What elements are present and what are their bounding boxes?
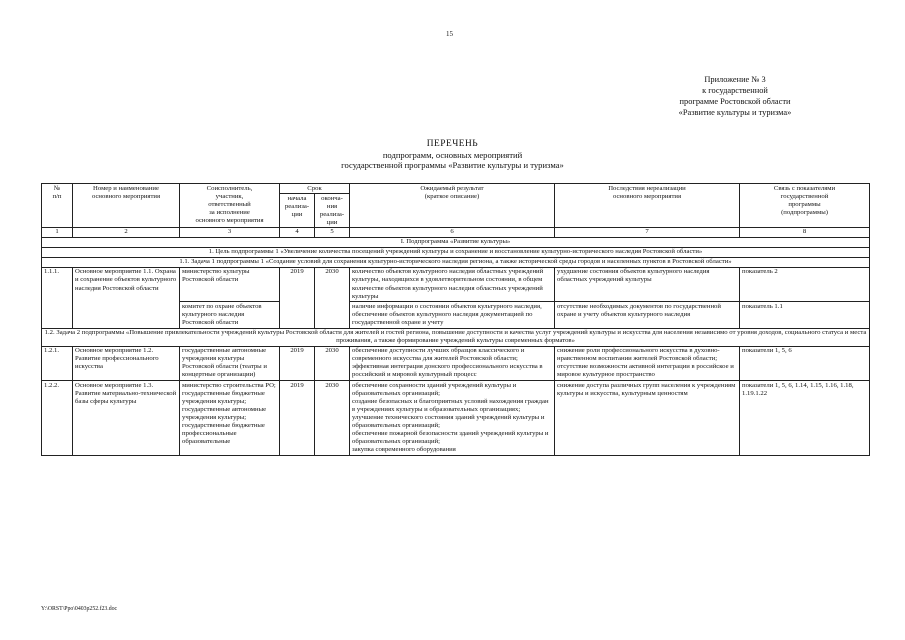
indicator-link: показатель 2 (740, 267, 870, 301)
measures-table (41, 183, 870, 456)
header-name: Номер и наименование основного мероприятия (73, 184, 180, 228)
executor: министерство культуры Ростовской области (180, 267, 280, 301)
subprogram-heading: I. Подпрограмма «Развитие культуры» (42, 237, 870, 247)
table-row (42, 267, 870, 301)
column-number-row (42, 228, 870, 237)
start-year: 2019 (280, 381, 315, 456)
document-title (0, 139, 905, 171)
header-consequences: Последствия нереализации основного мероприятия (555, 184, 740, 228)
column-number: 6 (350, 228, 555, 237)
column-number: 1 (42, 228, 73, 237)
executor: комитет по охране объектов культурного наследия Ростовской области (180, 302, 280, 328)
header-start: начала реализа- ции (280, 194, 315, 228)
appendix-line: к государственной (702, 86, 768, 95)
expected-result: количество объектов культурного наследия областных учреждений культуры, находящихся в удовлетворительном состоянии, в общем количестве объектов культурного наследия областных учреждений культуры (350, 267, 555, 301)
appendix-line: Приложение № 3 (704, 75, 766, 84)
column-number: 8 (740, 228, 870, 237)
header-link: Связь с показателями государственной программы (подпрограммы) (740, 184, 870, 228)
end-year: 2030 (315, 381, 350, 456)
page-number: 15 (446, 30, 453, 38)
consequences: снижение доступа различных групп населения к учреждениям культуры и искусства, культурным ценностям (555, 381, 740, 456)
header-end: оконча- ния реализа- ции (315, 194, 350, 228)
header-result: Ожидаемый результат (краткое описание) (350, 184, 555, 228)
measure-name: Основное мероприятие 1.2. Развитие профессионального искусства (73, 346, 180, 380)
column-number: 4 (280, 228, 315, 237)
header-num: № п/п (42, 184, 73, 228)
indicator-link: показатели 1, 5, 6, 1.14, 1.15, 1.16, 1.18, 1.19.1.22 (740, 381, 870, 456)
file-path-footer: Y:\ORST\Ppo\0403p252.f23.doc (41, 606, 118, 612)
table-row (42, 346, 870, 380)
header-term: Срок (280, 184, 350, 194)
title-main: ПЕРЕЧЕНЬ (426, 139, 479, 149)
task-heading: 1.2. Задача 2 подпрограммы «Повышение привлекательности учреждений культуры Ростовской области для жителей и гостей региона, повышение доступности и качества услуг учреждений культуры и искусства для населения независимо от уровня доходов, социального статуса и места проживания, а также формирование учреждений культуры современных форматов» (42, 328, 870, 346)
column-number: 3 (180, 228, 280, 237)
title-subtitle: государственной программы «Развитие культуры и туризма» (341, 160, 564, 170)
appendix-line: программе Ростовской области (679, 97, 791, 106)
executor: министерство строительства РО; государственные бюджетные учреждения культуры; государственные автономные учреждения культуры; государственные бюджетные профессиональные образовательные (180, 381, 280, 456)
executor: государственные автономные учреждения культуры Ростовской области (театры и концертные организации) (180, 346, 280, 380)
expected-result: обеспечение доступности лучших образцов классического и современного искусства для жителей Ростовской области; эффективная интеграция донского профессионального искусства в российский и мировой культурный процесс (350, 346, 555, 380)
end-year: 2030 (315, 346, 350, 380)
row-number: 1.1.1. (42, 267, 73, 328)
start-year: 2019 (280, 346, 315, 380)
end-year: 2030 (315, 267, 350, 328)
measure-name: Основное мероприятие 1.1. Охрана и сохранение объектов культурного наследия Ростовской области (73, 267, 180, 328)
appendix-block (625, 74, 845, 118)
start-year: 2019 (280, 267, 315, 328)
header-executor: Соисполнитель, участник, ответственный за исполнение основного мероприятия (180, 184, 280, 228)
appendix-line: «Развитие культуры и туризма» (678, 108, 792, 117)
consequences: ухудшение состояния объектов культурного наследия областных учреждений культуры (555, 267, 740, 301)
row-number: 1.2.1. (42, 346, 73, 380)
table-row (42, 381, 870, 456)
expected-result: обеспечение сохранности зданий учреждений культуры и образовательных организаций; создание безопасных и благоприятных условий нахождения граждан в учреждениях культуры и образовательных организациях; улучшение технического состояния зданий учреждений культуры и образовательных организаций; обеспечение пожарной безопасности зданий учреждений культуры и образовательных организаций; закупка современного оборудования (350, 381, 555, 456)
task-heading: 1.1. Задача 1 подпрограммы 1 «Создание условий для сохранения культурно-исторического наследия региона, а также исторической среды городов и населенных пунктов в Ростовской области» (42, 257, 870, 267)
column-number: 7 (555, 228, 740, 237)
consequences: снижение роли профессионального искусства в духовно-нравственном воспитании жителей Ростовской области; отсутствие возможности активной интеграции в российское и мировое культурное пространство (555, 346, 740, 380)
consequences: отсутствие необходимых документов по государственной охране и учету объектов культурного наследия (555, 302, 740, 328)
column-number: 2 (73, 228, 180, 237)
indicator-link: показатели 1, 5, 6 (740, 346, 870, 380)
title-subtitle: подпрограмм, основных мероприятий (382, 149, 523, 160)
expected-result: наличие информации о состоянии объектов культурного наследия, обеспечение объектов культурного наследия документацией по государственной охране и учету (350, 302, 555, 328)
indicator-link: показатель 1.1 (740, 302, 870, 328)
goal-heading: 1. Цель подпрограммы 1 «Увеличение количества посещений учреждений культуры и сохранение и восстановление культурно-исторического наследия Ростовской области» (42, 247, 870, 257)
measure-name: Основное мероприятие 1.3. Развитие материально-технической базы сферы культуры (73, 381, 180, 456)
column-number: 5 (315, 228, 350, 237)
row-number: 1.2.2. (42, 381, 73, 456)
